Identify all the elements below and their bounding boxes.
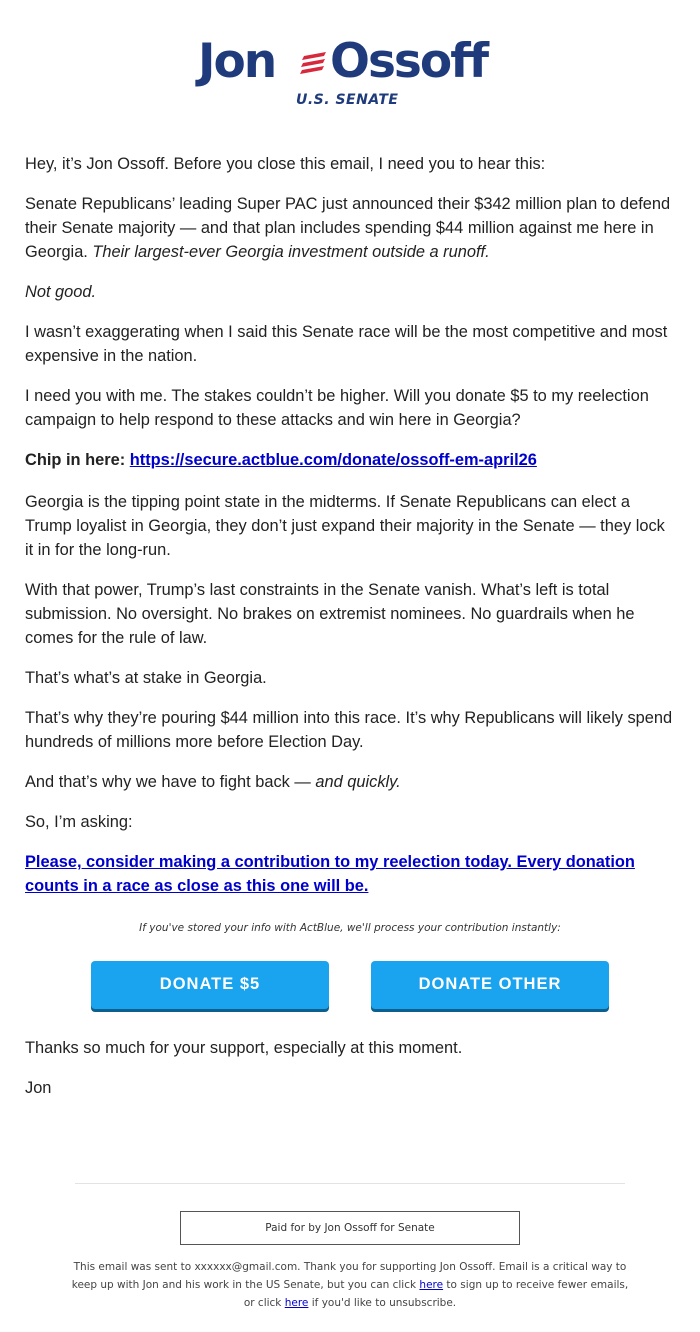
paragraph-asking: So, I’m asking: <box>25 813 133 831</box>
paragraph-super-pac-text: Senate Republicans’ leading Super PAC just announced their $342 million plan to defend their Senate majority — and that plan includes spending $44 million against me here in Georgia. <box>25 195 671 261</box>
contribution-link[interactable]: Please, consider making a contribution to my reelection today. Every donation counts in a race as close as this one will be. <box>25 853 635 895</box>
logo-subtitle: U.S. SENATE <box>296 92 399 108</box>
footer-text-part1: This email was sent to xxxxxx@gmail.com. Thank you for supporting Jon Ossoff. Email is a critical way to keep up with Jon and his work in the US Senate, but you can click <box>71 1261 627 1291</box>
paragraph-super-pac-italic: Their largest-ever Georgia investment outside a runoff. <box>92 243 490 261</box>
not-good-text: Not good. <box>25 283 97 301</box>
paragraph-intro: Hey, it’s Jon Ossoff. Before you close this email, I need you to hear this: <box>25 155 546 173</box>
paragraph-fight-back <box>25 770 677 794</box>
footer-text-part3: if you'd like to unsubscribe. <box>308 1297 457 1309</box>
paragraph-pouring: That’s why they’re pouring $44 million into this race. It’s why Republicans will likely spend hundreds of millions more before Election Day. <box>25 709 673 751</box>
paid-for-by-box: Paid for by Jon Ossoff for Senate <box>180 1211 520 1245</box>
fight-back-italic: and quickly. <box>315 773 401 791</box>
footer-text <box>70 1258 630 1312</box>
logo <box>0 34 700 114</box>
paragraph-tipping-point: Georgia is the tipping point state in the midterms. If Senate Republicans can elect a Trump loyalist in Georgia, they don’t just expand their majority in the Senate — they lock it in for the long-run. <box>25 493 665 559</box>
footer-divider <box>75 1183 625 1184</box>
unsubscribe-link[interactable]: here <box>284 1297 309 1309</box>
paragraph-super-pac <box>25 192 677 264</box>
paragraph-exaggerating: I wasn’t exaggerating when I said this Senate race will be the most competitive and most expensive in the nation. <box>25 323 668 365</box>
actblue-note: If you've stored your info with ActBlue, we'll process your contribution instantly: <box>139 922 561 934</box>
thanks-text: Thanks so much for your support, especially at this moment. <box>25 1039 463 1057</box>
closing <box>25 1036 677 1116</box>
donate-other-button[interactable]: DONATE OTHER <box>371 961 609 1009</box>
paragraph-not-good <box>25 280 677 304</box>
chip-in-link[interactable]: https://secure.actblue.com/donate/ossoff-em-april26 <box>129 451 537 469</box>
paragraph-stake: That’s what’s at stake in Georgia. <box>25 669 267 687</box>
chip-in-label: Chip in here: <box>25 451 130 469</box>
logo-wordmark <box>0 34 700 90</box>
email-body <box>25 152 677 912</box>
fewer-emails-link[interactable]: here <box>419 1279 444 1291</box>
cta-paragraph <box>25 850 677 898</box>
signoff: Jon <box>25 1079 52 1097</box>
logo-last-name: Ossoff <box>330 34 488 89</box>
flag-stripes-icon <box>300 50 334 76</box>
paragraph-power: With that power, Trump’s last constraints in the Senate vanish. What’s left is total submission. No oversight. No brakes on extremist nominees. No guardrails when he comes for the rule of law. <box>25 581 635 647</box>
logo-first-name: Jon <box>198 34 276 89</box>
footer-text-part2: to sign up to receive fewer emails, or click <box>243 1279 629 1309</box>
donate-5-button[interactable]: DONATE $5 <box>91 961 329 1009</box>
chip-in-line <box>25 448 677 472</box>
fight-back-text: And that’s why we have to fight back — <box>25 773 316 791</box>
paragraph-need-you: I need you with me. The stakes couldn’t be higher. Will you donate $5 to my reelection campaign to help respond to these attacks and win here in Georgia? <box>25 387 649 429</box>
